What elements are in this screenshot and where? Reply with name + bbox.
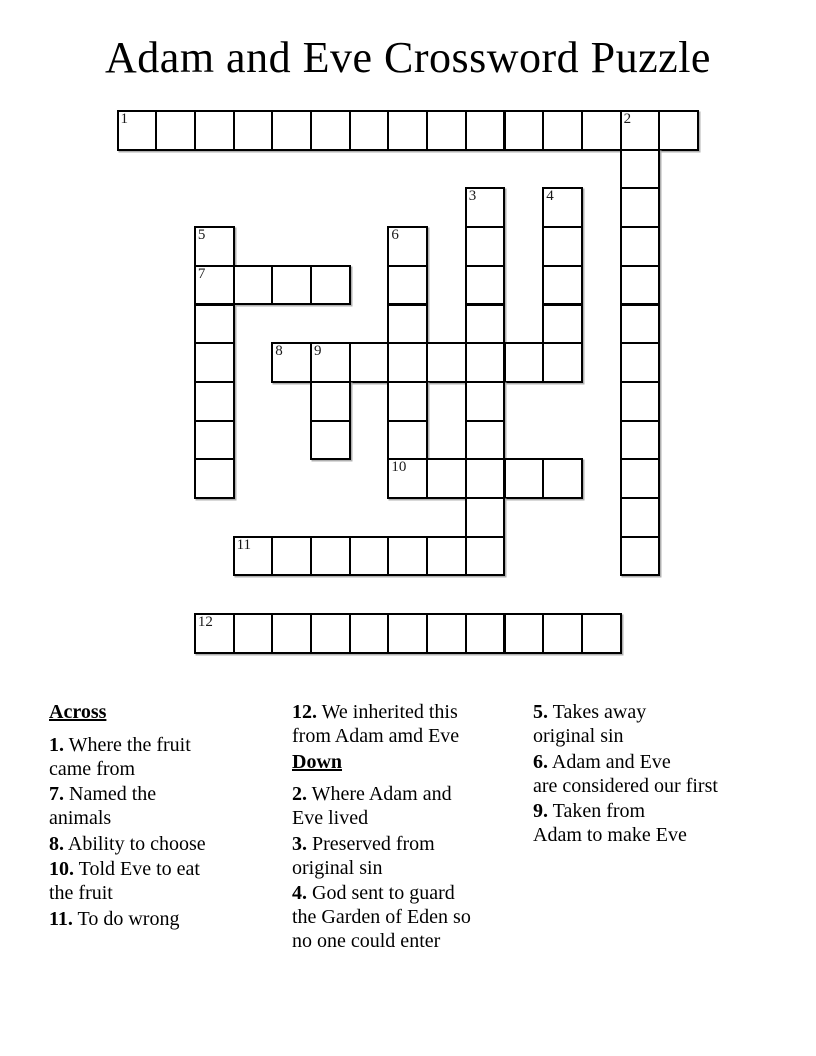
cell-number: 7 xyxy=(197,265,206,282)
grid-cell[interactable] xyxy=(542,304,583,345)
grid-cell[interactable] xyxy=(465,304,506,345)
grid-cell[interactable] xyxy=(620,265,661,306)
clue-2: 2. Where Adam and Eve lived xyxy=(292,783,452,829)
grid-cell[interactable] xyxy=(233,265,274,306)
grid-cell[interactable] xyxy=(426,536,467,577)
cell-number: 8 xyxy=(275,343,283,360)
grid-cell[interactable] xyxy=(387,265,428,306)
grid-cell[interactable] xyxy=(542,110,583,151)
clue-8: 8. Ability to choose xyxy=(49,832,206,855)
clue-number: 12. xyxy=(292,701,317,723)
grid-cell[interactable] xyxy=(310,420,351,461)
grid-cell[interactable] xyxy=(310,613,351,654)
grid-cell[interactable] xyxy=(620,458,661,499)
grid-cell[interactable] xyxy=(465,381,506,422)
grid-cell[interactable] xyxy=(117,110,158,151)
clues-column-left xyxy=(49,700,284,932)
grid-cell[interactable] xyxy=(194,613,235,654)
grid-cell[interactable] xyxy=(504,342,545,383)
cell-number: 4 xyxy=(546,188,554,205)
grid-cell[interactable] xyxy=(194,304,235,345)
grid-cell[interactable] xyxy=(194,458,235,499)
grid-cell[interactable] xyxy=(194,342,235,383)
grid-cell[interactable] xyxy=(465,265,506,306)
grid-cell[interactable] xyxy=(426,458,467,499)
grid-cell[interactable] xyxy=(426,110,467,151)
grid-cell[interactable] xyxy=(620,187,661,228)
grid-cell[interactable] xyxy=(426,342,467,383)
grid-cell[interactable] xyxy=(620,304,661,345)
grid-cell[interactable] xyxy=(155,110,196,151)
grid-cell[interactable] xyxy=(387,226,428,267)
grid-cell[interactable] xyxy=(194,110,235,151)
clue-7: 7. Named the animals xyxy=(49,783,157,829)
grid-cell[interactable] xyxy=(465,536,506,577)
cell-number: 10 xyxy=(391,459,407,476)
cell-number: 2 xyxy=(623,111,632,127)
grid-cell[interactable] xyxy=(271,613,312,654)
grid-cell[interactable] xyxy=(620,342,661,383)
cell-number: 6 xyxy=(391,227,399,244)
clues-column-right xyxy=(533,700,793,849)
grid-cell[interactable] xyxy=(542,265,583,306)
grid-cell[interactable] xyxy=(620,381,661,422)
cell-number: 12 xyxy=(197,614,213,631)
clue-number: 3. xyxy=(292,832,307,855)
clue-number: 6. xyxy=(533,750,548,773)
clue-number: 10. xyxy=(49,858,74,880)
clues-heading-across: Across xyxy=(49,701,107,723)
puzzle-title: Adam and Eve Crossword Puzzle xyxy=(105,33,711,82)
grid-cell[interactable] xyxy=(465,613,506,654)
cell-number: 11 xyxy=(236,536,252,553)
clue-number: 7. xyxy=(49,783,64,805)
grid-cell[interactable] xyxy=(542,613,583,654)
grid-cell[interactable] xyxy=(542,342,583,383)
clue-number: 11. xyxy=(49,907,73,930)
grid-cell[interactable] xyxy=(310,536,351,577)
grid-cell[interactable] xyxy=(387,342,428,383)
grid-cell[interactable] xyxy=(310,265,351,306)
grid-cell[interactable] xyxy=(542,458,583,499)
grid-cell[interactable] xyxy=(465,458,506,499)
clue-number: 4. xyxy=(292,882,307,904)
clue-9: 9. Taken from Adam to make Eve xyxy=(533,800,687,846)
grid-cell[interactable] xyxy=(465,187,506,228)
grid-cell[interactable] xyxy=(387,110,428,151)
grid-cell[interactable] xyxy=(387,458,428,499)
clue-number: 8. xyxy=(49,832,64,855)
grid-cell[interactable] xyxy=(542,187,583,228)
clues-heading-down: Down xyxy=(292,750,343,773)
grid-cell[interactable] xyxy=(194,265,235,306)
grid-cell[interactable] xyxy=(233,110,274,151)
grid-cell[interactable] xyxy=(233,613,274,654)
grid-cell[interactable] xyxy=(271,342,312,383)
grid-cell[interactable] xyxy=(387,420,428,461)
clue-12: 12. We inherited this from Adam amd Eve xyxy=(292,701,460,747)
clue-6: 6. Adam and Eve are considered our first xyxy=(533,750,718,797)
grid-cell[interactable] xyxy=(620,149,661,190)
clue-number: 2. xyxy=(292,783,307,805)
clue-11: 11. To do wrong xyxy=(49,907,180,930)
grid-cell[interactable] xyxy=(349,536,390,577)
grid-cell[interactable] xyxy=(465,342,506,383)
grid-cell[interactable] xyxy=(310,342,351,383)
clue-1: 1. Where the fruit came from xyxy=(49,733,191,780)
grid-cell[interactable] xyxy=(387,613,428,654)
grid-cell[interactable] xyxy=(271,265,312,306)
grid-cell[interactable] xyxy=(310,381,351,422)
grid-cell[interactable] xyxy=(465,226,506,267)
grid-cell[interactable] xyxy=(349,110,390,151)
grid-cell[interactable] xyxy=(581,110,622,151)
grid-cell[interactable] xyxy=(387,536,428,577)
cell-number: 5 xyxy=(197,227,206,244)
grid-cell[interactable] xyxy=(271,110,312,151)
clue-5: 5. Takes away original sin xyxy=(533,701,647,747)
clue-4: 4. God sent to guard the Garden of Eden so no one could enter xyxy=(292,882,471,952)
cell-number: 9 xyxy=(314,343,322,360)
clue-number: 1. xyxy=(49,733,64,756)
grid-cell[interactable] xyxy=(387,381,428,422)
grid-cell[interactable] xyxy=(620,110,661,151)
grid-cell[interactable] xyxy=(194,381,235,422)
grid-cell[interactable] xyxy=(620,420,661,461)
grid-cell[interactable] xyxy=(271,536,312,577)
grid-cell[interactable] xyxy=(581,613,622,654)
grid-cell[interactable] xyxy=(620,497,661,538)
clue-number: 5. xyxy=(533,701,548,723)
cell-number: 3 xyxy=(468,188,477,205)
clue-3: 3. Preserved from original sin xyxy=(292,832,435,879)
clue-number: 9. xyxy=(533,800,548,822)
grid-cell[interactable] xyxy=(658,110,699,151)
grid-cell[interactable] xyxy=(194,226,235,267)
clues-column-middle xyxy=(292,700,527,955)
grid-cell[interactable] xyxy=(349,613,390,654)
grid-cell[interactable] xyxy=(620,536,661,577)
grid-cell[interactable] xyxy=(504,613,545,654)
cell-number: 1 xyxy=(120,111,128,127)
grid-cell[interactable] xyxy=(194,420,235,461)
grid-cell[interactable] xyxy=(465,110,506,151)
grid-cell[interactable] xyxy=(504,458,545,499)
grid-cell[interactable] xyxy=(387,304,428,345)
grid-cell[interactable] xyxy=(233,536,274,577)
grid-cell[interactable] xyxy=(620,226,661,267)
clue-10: 10. Told Eve to eat the fruit xyxy=(49,858,200,904)
grid-cell[interactable] xyxy=(465,497,506,538)
grid-cell[interactable] xyxy=(465,420,506,461)
grid-cell[interactable] xyxy=(542,226,583,267)
grid-cell[interactable] xyxy=(504,110,545,151)
grid-cell[interactable] xyxy=(310,110,351,151)
grid-cell[interactable] xyxy=(426,613,467,654)
grid-cell[interactable] xyxy=(349,342,390,383)
